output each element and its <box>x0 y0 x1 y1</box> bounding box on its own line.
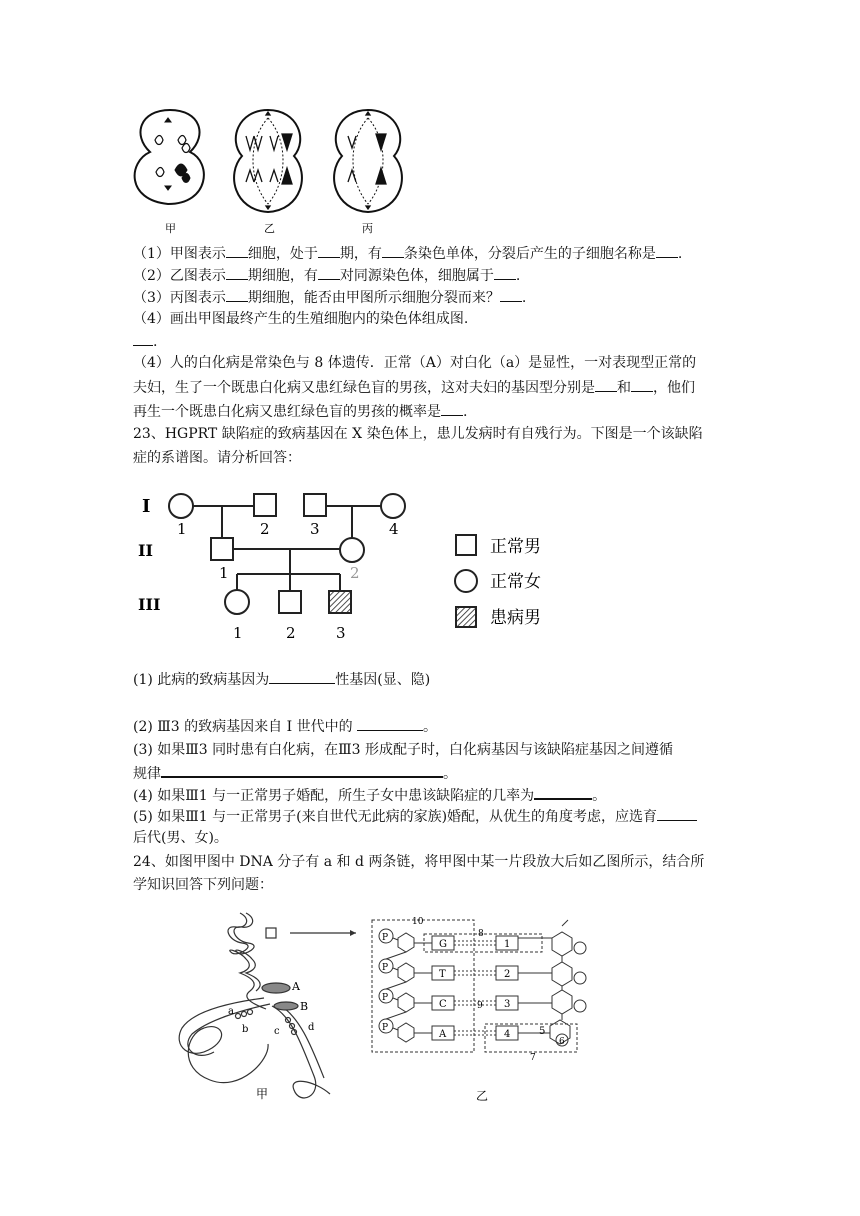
q23-p4-t0: (4) 如果Ⅲ1 与一正常男子婚配，所生子女中患该缺陷症的几率为 <box>133 788 535 804</box>
pedigree-III2-male <box>279 591 301 613</box>
blank[interactable] <box>226 287 248 302</box>
q23-p5a <box>133 806 697 827</box>
dna-num-6: 6 <box>559 1037 565 1047</box>
q23-p5b <box>133 828 228 848</box>
q23-p3b <box>133 762 457 784</box>
q22-l1-t2: 期，有 <box>339 246 382 262</box>
dna-base-3: 3 <box>504 999 511 1010</box>
legend-affected-male: 患病男 <box>490 608 541 628</box>
pedigree-num: 1 <box>233 624 243 642</box>
dna-P-2: P <box>382 963 389 973</box>
blank[interactable] <box>269 669 335 684</box>
blank[interactable] <box>318 243 340 258</box>
blank[interactable] <box>656 243 678 258</box>
cell-bing-chromosomes <box>348 112 386 209</box>
blank[interactable] <box>382 243 404 258</box>
q22-line-1 <box>133 243 682 264</box>
dna-num-5: 5 <box>539 1026 546 1037</box>
q24-intro1-text: 24、如图甲图中 DNA 分子有 a 和 d 两条链，将甲图中某一片段放大后如乙图所示，结合所 <box>133 854 705 870</box>
cell-jia <box>135 110 204 204</box>
fig1-label-yi: 乙 <box>264 222 275 235</box>
q23-p3b-t1: 。 <box>443 766 457 782</box>
pedigree-gen-I: I <box>142 496 151 517</box>
dna-label-B: B <box>300 1000 309 1013</box>
pedigree-II2-female <box>340 538 364 562</box>
q23-p1 <box>133 669 430 690</box>
q22-line-6a <box>133 353 696 373</box>
dna-label-d: d <box>308 1022 315 1033</box>
pedigree-num: 4 <box>389 520 399 538</box>
q22-line-6c <box>133 401 467 422</box>
pedigree-I3-male <box>304 494 326 516</box>
legend-female-icon <box>455 570 477 592</box>
dna-base-G: G <box>439 939 447 950</box>
q22-l3-t1: 期细胞，能否由甲图所示细胞分裂而来？ <box>247 290 500 306</box>
dna-base-A: A <box>439 1029 447 1040</box>
q23-p4 <box>133 784 606 806</box>
q22-line-4 <box>133 309 468 329</box>
pedigree-gen-III: III <box>138 595 161 614</box>
q22-l2-t2: 对同源染色体，细胞属于 <box>339 268 494 284</box>
q23-intro-1 <box>133 424 703 444</box>
q22-l1-t1: 细胞，处于 <box>247 246 318 262</box>
q22-l6b-t0: 夫妇，生了一个既患白化病又患红绿色盲的男孩，这对夫妇的基因型分别是 <box>133 380 595 396</box>
q22-l2-t1: 期细胞，有 <box>247 268 318 284</box>
pedigree-num: 2 <box>286 624 296 642</box>
q23-p2-t0: (2) Ⅲ3 的致病基因来自 I 世代中的 <box>133 719 358 735</box>
blank[interactable] <box>657 806 697 821</box>
cell-bing-spindle <box>353 118 383 204</box>
dna-label-c: c <box>274 1026 280 1037</box>
cell-jia-chromosomes <box>155 118 190 190</box>
q24-intro-1 <box>133 852 704 872</box>
q24-intro2-text: 学知识回答下列问题： <box>133 877 273 893</box>
q23-intro1-text: 23、HGPRT 缺陷症的致病基因在 X 染色体上，患儿发病时有自残行为。下图是一个该缺陷 <box>133 426 703 442</box>
q22-l1-t0: （1）甲图表示 <box>133 246 226 262</box>
dna-label-a: a <box>228 1006 234 1017</box>
fig1-label-jia: 甲 <box>165 222 176 235</box>
dna-label-b: b <box>242 1024 249 1035</box>
pedigree-III3-affected-male <box>329 591 351 613</box>
blank[interactable] <box>595 377 617 392</box>
q23-intro2-text: 症的系谱图。请分析回答： <box>133 450 301 466</box>
dna-num-8: 8 <box>478 929 484 939</box>
q22-l2-t0: （2）乙图表示 <box>133 268 226 284</box>
blank[interactable] <box>226 265 248 280</box>
q23-p2-t1: 。 <box>423 719 438 735</box>
pedigree-III1-female <box>225 590 249 614</box>
pedigree-num: 2 <box>260 520 270 538</box>
q23-intro-2 <box>133 448 301 468</box>
pedigree-num: 2 <box>350 564 360 582</box>
q22-l5-text: . <box>153 334 158 350</box>
cell-yi-chromosomes <box>246 112 292 209</box>
dna-figure <box>160 908 600 1108</box>
q22-l6b-t1: 和 <box>617 380 631 396</box>
cell-yi-spindle <box>253 118 283 204</box>
q22-l3-t0: （3）丙图表示 <box>133 290 226 306</box>
dna-P-3: P <box>382 993 389 1003</box>
legend-normal-male: 正常男 <box>490 537 541 557</box>
q23-p3a <box>133 740 673 760</box>
dna-base-1: 1 <box>504 939 511 950</box>
q24-intro-2 <box>133 875 273 895</box>
q22-l6c-t0: 再生一个既患白化病又患红绿色盲的男孩的概率是 <box>133 404 441 420</box>
dna-num-7: 7 <box>530 1053 536 1063</box>
blank[interactable] <box>161 762 443 778</box>
q23-p4-t1: 。 <box>592 788 607 804</box>
legend-normal-female: 正常女 <box>490 572 541 592</box>
dna-structure-diagram <box>372 920 577 1052</box>
blank[interactable] <box>534 784 592 800</box>
blank[interactable] <box>357 716 423 731</box>
blank[interactable] <box>133 331 153 346</box>
q23-p5b-text: 后代(男、女)。 <box>133 830 228 846</box>
q22-l4-text: （4）画出甲图最终产生的生殖细胞内的染色体组成图. <box>133 311 469 327</box>
blank[interactable] <box>441 401 463 416</box>
dna-num-10: 10 <box>412 917 424 927</box>
q22-line-6b <box>133 377 695 398</box>
fig1-label-bing: 丙 <box>362 222 373 235</box>
q22-l6b-t2: ，他们 <box>653 380 695 396</box>
q22-l3-t2: . <box>521 290 527 306</box>
q23-p3b-t0: 规律 <box>133 766 161 782</box>
q23-p5a-t0: (5) 如果Ⅲ1 与一正常男子(来自世代无此病的家族)婚配，从优生的角度考虑，应选育 <box>133 809 658 825</box>
pedigree-II1-male <box>211 538 233 560</box>
dna-base-4: 4 <box>504 1029 511 1040</box>
q22-l2-t3: . <box>515 268 521 284</box>
dna-base-C: C <box>439 999 447 1010</box>
dna-P-4: P <box>382 1023 389 1033</box>
q23-p2 <box>133 716 437 737</box>
pedigree-num: 3 <box>310 520 320 538</box>
cell-bing <box>334 110 402 212</box>
pedigree-I2-male <box>254 494 276 516</box>
q22-l1-t4: . <box>677 246 683 262</box>
blank[interactable] <box>631 377 653 392</box>
q22-l1-t3: 条染色单体，分裂后产生的子细胞名称是 <box>403 246 656 262</box>
pedigree-num: 1 <box>177 520 187 538</box>
q22-line-5 <box>133 331 157 352</box>
pedigree-num: 1 <box>219 564 229 582</box>
pedigree-chart <box>130 478 560 658</box>
dna-num-9: 9 <box>477 1001 483 1011</box>
legend-male-icon <box>456 535 476 555</box>
q22-line-3 <box>133 287 526 308</box>
blank[interactable] <box>500 287 522 302</box>
dna-label-A: A <box>292 980 300 993</box>
dna-caption-yi: 乙 <box>476 1089 489 1103</box>
q23-p1-t1: 性基因(显、隐) <box>335 672 431 688</box>
pedigree-I4-female <box>381 494 405 518</box>
legend-affected-male-icon <box>456 607 476 627</box>
q22-l6a-text: （4）人的白化病是常染色与 8 体遗传．正常（A）对白化（a）是显性，一对表现型正常的 <box>133 355 697 371</box>
q23-p1-t0: (1) 此病的致病基因为 <box>133 672 270 688</box>
q23-p3a-text: (3) 如果Ⅲ3 同时患有白化病，在Ⅲ3 形成配子时，白化病基因与该缺陷症基因之间遵循 <box>133 742 673 758</box>
q22-line-2 <box>133 265 520 286</box>
cell-division-figure <box>120 100 440 238</box>
blank[interactable] <box>226 243 248 258</box>
pedigree-num: 3 <box>336 624 346 642</box>
blank[interactable] <box>494 265 516 280</box>
dna-left-strand <box>379 929 586 1046</box>
pedigree-gen-II: II <box>138 541 153 560</box>
pedigree-I1-female <box>169 494 193 518</box>
cell-yi <box>234 110 302 212</box>
blank[interactable] <box>318 265 340 280</box>
q22-l6c-t1: . <box>463 404 468 420</box>
dna-base-T: T <box>439 969 446 980</box>
dna-base-2: 2 <box>504 969 511 980</box>
dna-caption-jia: 甲 <box>256 1087 269 1101</box>
dna-P-1: P <box>382 933 389 943</box>
